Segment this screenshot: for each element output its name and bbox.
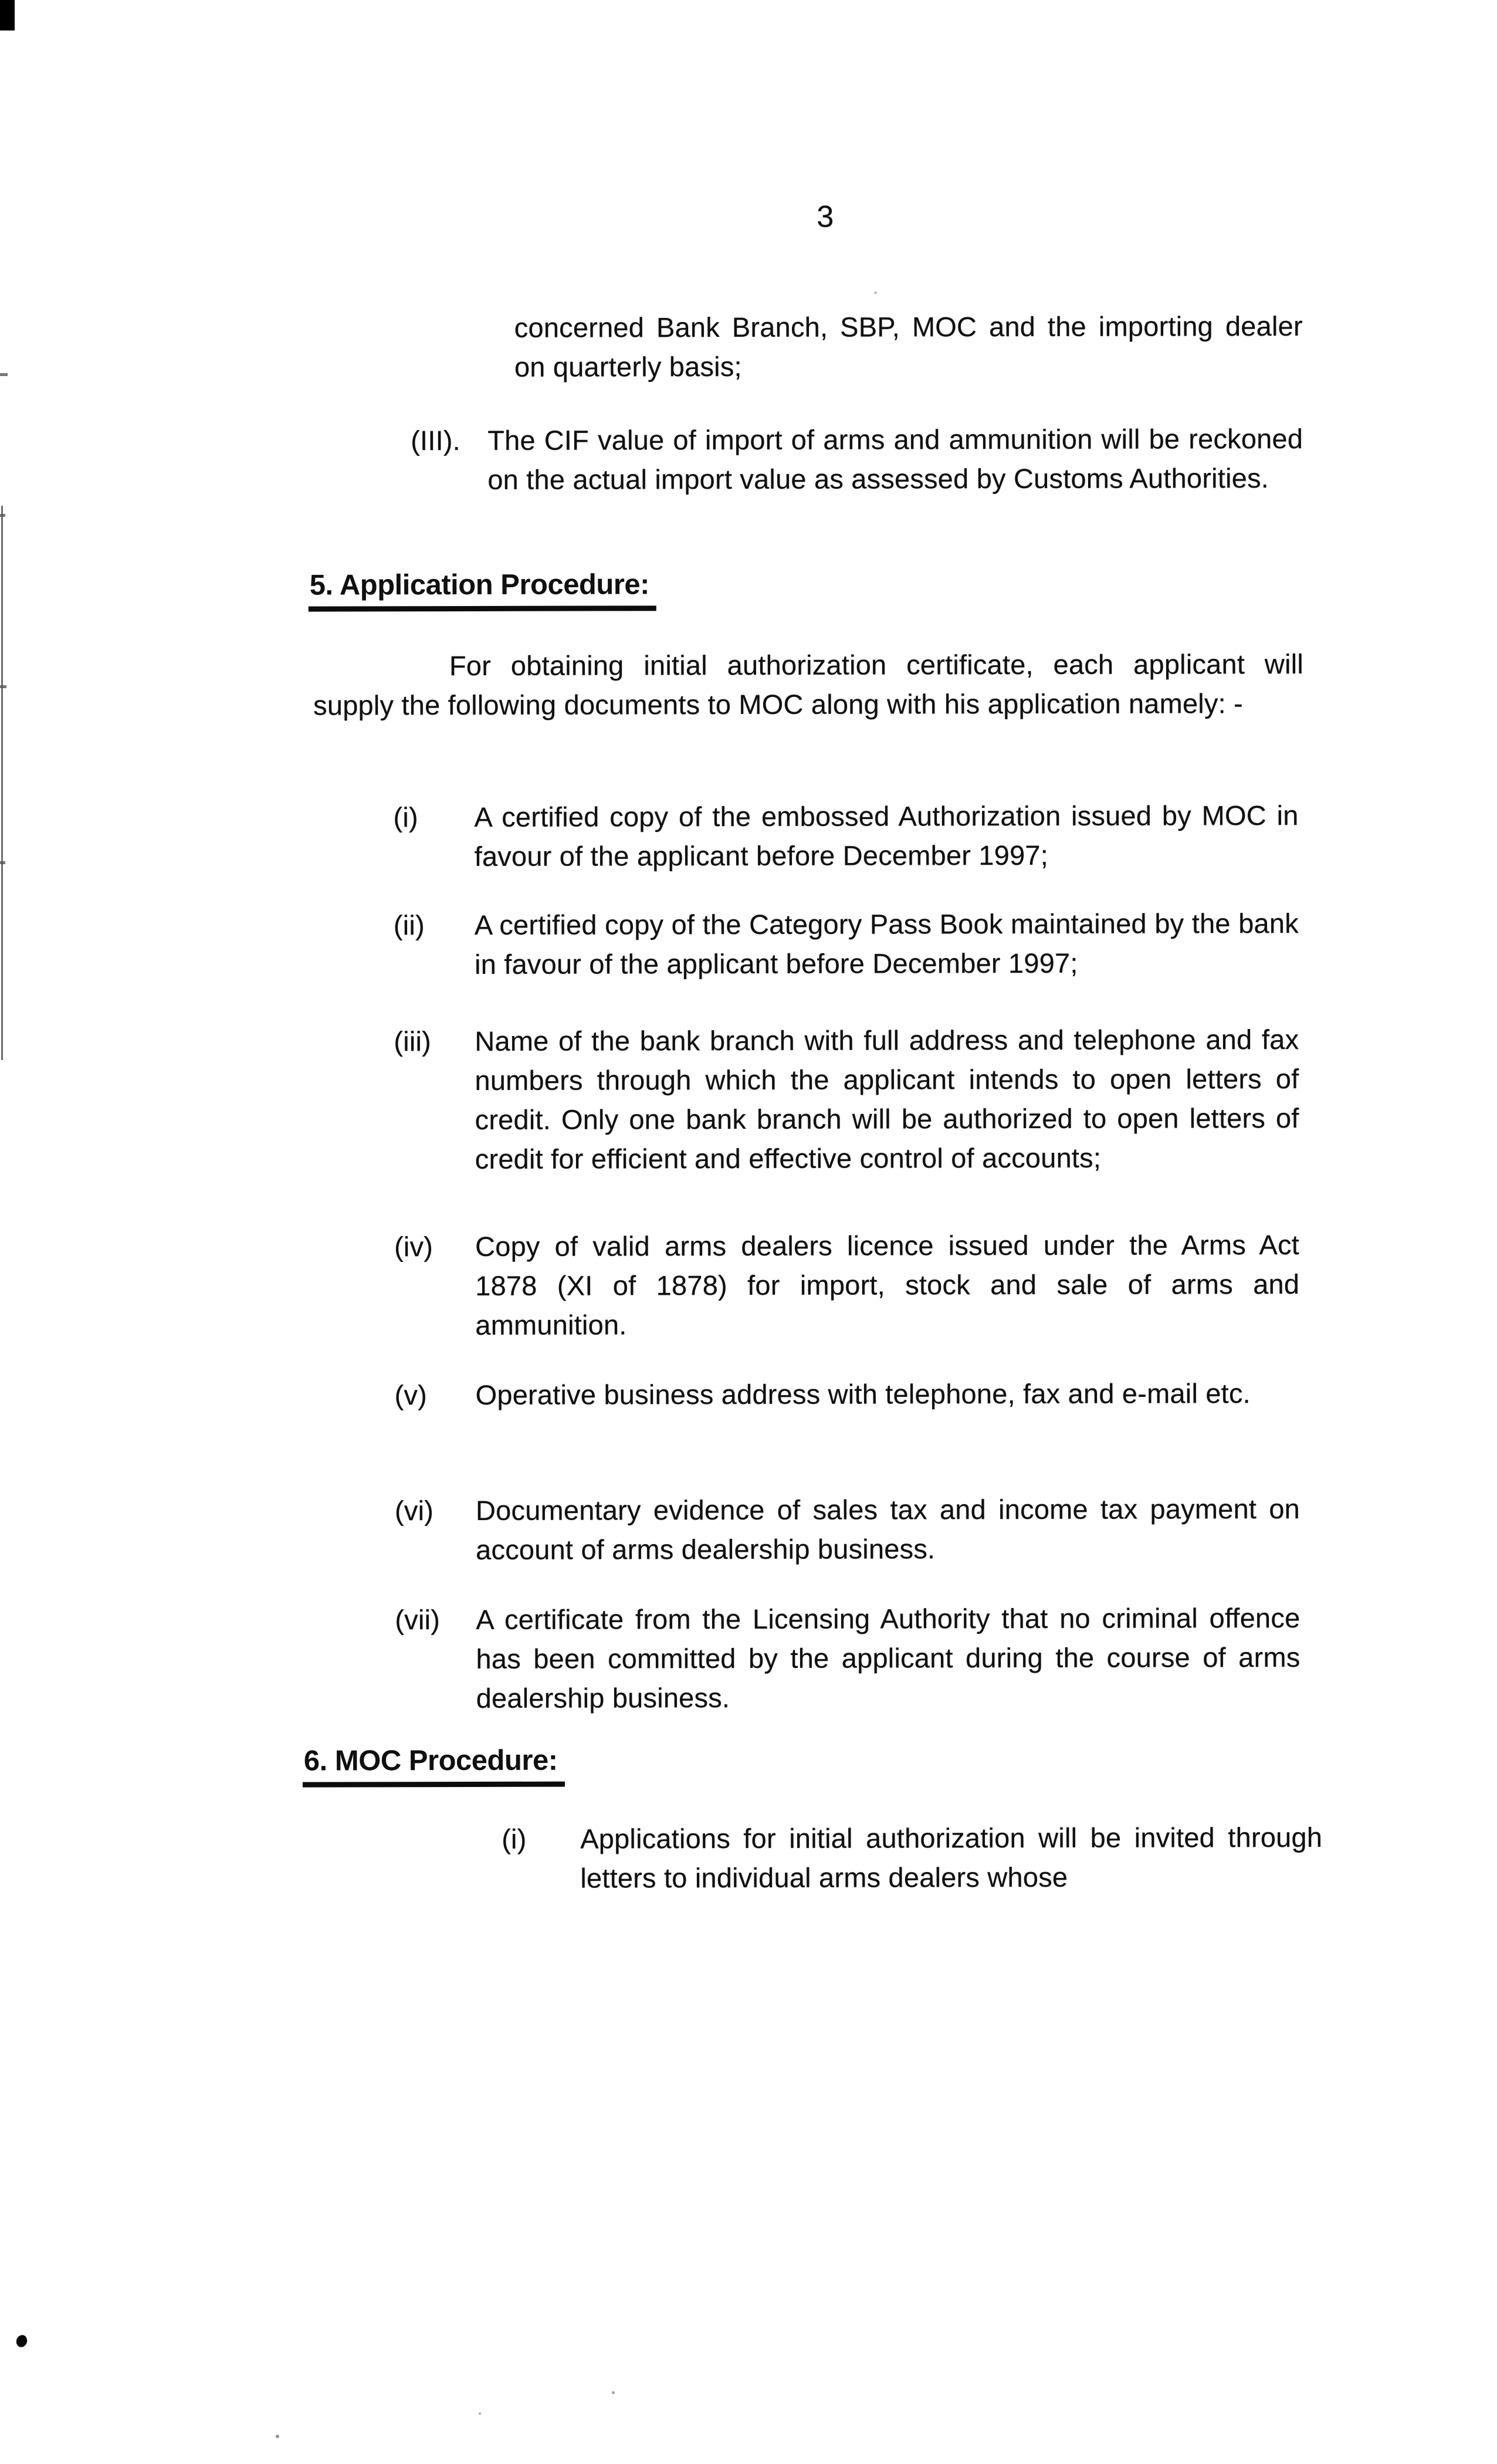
list-item-i — [393, 796, 1308, 876]
list-item-text: Applications for initial authorization will be invited through letters to individual arms dealers whose — [580, 1821, 1323, 1894]
list-item-text: Name of the bank branch with full address and telephone and fax numbers through which the applicant intends to open letters of credit. Only one bank branch will be authorized to open letters of credit for efficient and effective control of accounts; — [475, 1024, 1299, 1175]
section-heading-text: 5. Application Procedure: — [309, 568, 656, 611]
section-heading-text: 6. MOC Procedure: — [303, 1744, 565, 1788]
list-item-text: Documentary evidence of sales tax and income tax payment on account of arms dealership business. — [475, 1493, 1300, 1565]
paragraph-continuation: concerned Bank Branch, SBP, MOC and the importing dealer on quarterly basis; — [514, 310, 1303, 383]
list-item-v — [395, 1373, 1310, 1414]
list-item-III — [411, 419, 1305, 499]
list-item-text: Operative business address with telephone, fax and e-mail etc. — [475, 1377, 1251, 1410]
list-item-label: (ii) — [393, 909, 425, 941]
list-item-text: A certified copy of the embossed Authorization issued by MOC in favour of the applicant before December 1997; — [474, 800, 1299, 872]
list-item-label: (vii) — [395, 1604, 441, 1636]
moc-list-item-i — [502, 1817, 1323, 1898]
list-item-text: A certificate from the Licensing Authority that no criminal offence has been committed by the applicant during the course of arms dealership business. — [476, 1602, 1300, 1714]
list-item-iv — [394, 1225, 1309, 1345]
list-item-label: (III). — [411, 425, 460, 456]
list-item-text: Copy of valid arms dealers licence issued under the Arms Act 1878 (XI of 1878) for import, stock and sale of arms and ammunition. — [475, 1229, 1300, 1341]
section-heading-moc-procedure — [303, 1744, 565, 1788]
list-item-text: A certified copy of the Category Pass Book maintained by the bank in favour of the applicant before December 1997; — [474, 908, 1299, 980]
list-item-label: (v) — [394, 1379, 428, 1411]
list-item-text: The CIF value of import of arms and ammunition will be reckoned on the actual import value as assessed by Customs Authorities. — [487, 423, 1303, 495]
section5-intro-paragraph: For obtaining initial authorization certificate, each applicant will supply the following documents to MOC along with his application namely: - — [313, 648, 1304, 721]
list-item-vi — [395, 1489, 1310, 1569]
page-number: 3 — [817, 199, 834, 234]
section-heading-application-procedure — [309, 568, 656, 611]
list-item-label: (iii) — [394, 1025, 432, 1057]
list-item-iii — [394, 1020, 1309, 1179]
list-item-label: (vi) — [394, 1495, 434, 1527]
list-item-label: (iv) — [394, 1231, 433, 1263]
list-item-vii — [395, 1598, 1310, 1718]
list-item-ii — [394, 903, 1309, 984]
list-item-label: (i) — [393, 801, 418, 833]
list-item-label: (i) — [502, 1823, 527, 1854]
